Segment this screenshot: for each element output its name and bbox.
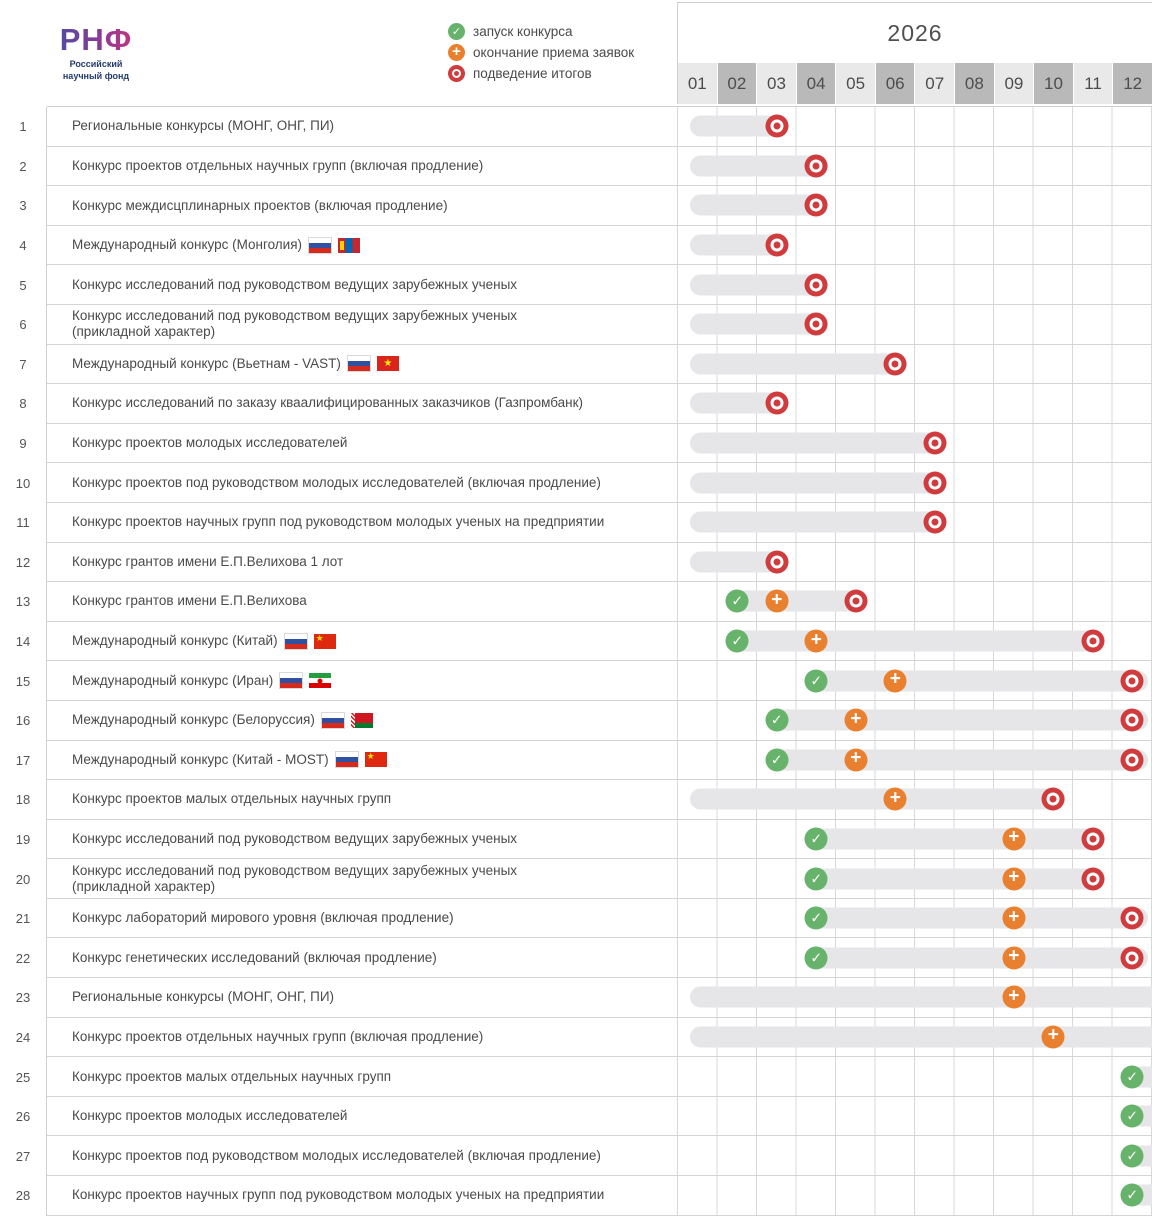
row-title [47, 424, 677, 464]
competition-name-line1: Конкурс проектов отдельных научных групп (включая продление) [72, 157, 484, 173]
row-timeline [677, 503, 1152, 543]
row-timeline [677, 345, 1152, 385]
row-title [47, 147, 677, 187]
row-timeline [677, 1057, 1152, 1097]
competition-name-line1: Международный конкурс (Вьетнам - VAST) [72, 355, 341, 371]
competition-name-line1: Конкурс проектов отдельных научных групп (включая продление) [72, 1028, 484, 1044]
results-marker [805, 194, 828, 217]
month-label-04: 04 [797, 63, 836, 104]
row-number: 15 [0, 661, 47, 701]
table-row [0, 859, 1152, 899]
legend-item-deadline [448, 44, 634, 61]
row-number: 6 [0, 305, 47, 345]
competition-name [72, 395, 583, 411]
table-row [0, 186, 1152, 226]
row-number: 9 [0, 424, 47, 464]
row-timeline [677, 582, 1152, 622]
competition-name [72, 198, 448, 214]
table-row [0, 1136, 1152, 1176]
deadline-marker [884, 788, 907, 811]
row-number: 22 [0, 938, 47, 978]
table-row [0, 1176, 1152, 1216]
month-label-06: 06 [876, 63, 915, 104]
competition-name-line1: Конкурс исследований под руководством ведущих зарубежных ученых [72, 276, 518, 292]
row-timeline [677, 1136, 1152, 1176]
competition-name-line1: Конкурс исследований под руководством ведущих зарубежных ученых [72, 831, 518, 847]
row-timeline [677, 1176, 1152, 1216]
launch-marker [1121, 1065, 1144, 1088]
rnf-logo-subtitle-line2: научный фонд [62, 70, 130, 81]
competition-name-line1: Международный конкурс (Иран) [72, 672, 274, 688]
results-marker [1081, 867, 1104, 890]
row-title [47, 582, 677, 622]
competition-name-line1: Конкурс проектов молодых исследователей [72, 435, 348, 451]
timeline-bar [767, 749, 1148, 770]
competition-name-line1: Международный конкурс (Китай) [72, 633, 278, 649]
launch-icon [448, 23, 465, 40]
month-label-05: 05 [836, 63, 875, 104]
competition-name-line1: Конкурс проектов малых отдельных научных групп [72, 791, 392, 807]
flag-ru-icon [336, 752, 358, 767]
results-marker [884, 352, 907, 375]
launch-marker [805, 669, 828, 692]
launch-marker [805, 867, 828, 890]
row-number: 17 [0, 741, 47, 781]
row-title [47, 978, 677, 1018]
competition-name [72, 435, 347, 451]
row-number: 2 [0, 147, 47, 187]
row-timeline [677, 424, 1152, 464]
row-title [47, 1097, 677, 1137]
table-row [0, 820, 1152, 860]
row-timeline [677, 384, 1152, 424]
deadline-marker [1002, 946, 1025, 969]
row-title [47, 463, 677, 503]
table-row [0, 741, 1152, 781]
competition-name [72, 1187, 604, 1203]
competition-name [72, 554, 343, 570]
competition-name-line1: Конкурс грантов имени Е.П.Велихова [72, 593, 307, 609]
row-timeline [677, 1097, 1152, 1137]
row-title [47, 899, 677, 939]
row-timeline [677, 780, 1152, 820]
row-number: 18 [0, 780, 47, 820]
row-title [47, 661, 677, 701]
row-number: 19 [0, 820, 47, 860]
row-number: 25 [0, 1057, 47, 1097]
row-timeline [677, 1018, 1152, 1058]
timeline-bar [690, 433, 946, 454]
results-marker [765, 550, 788, 573]
deadline-marker [1002, 827, 1025, 850]
row-timeline [677, 978, 1152, 1018]
row-timeline [677, 859, 1152, 899]
competition-name [72, 712, 315, 728]
competition-name [72, 633, 278, 649]
row-number: 10 [0, 463, 47, 503]
row-title [47, 820, 677, 860]
competition-name-line1: Конкурс грантов имени Е.П.Велихова 1 лот [72, 553, 344, 569]
row-number: 8 [0, 384, 47, 424]
launch-marker [805, 827, 828, 850]
row-timeline [677, 147, 1152, 187]
launch-marker [1121, 1184, 1144, 1207]
rnf-logo-subtitle [38, 59, 154, 82]
legend-label: подведение итогов [473, 66, 592, 81]
row-number: 21 [0, 899, 47, 939]
flag-mn-icon [338, 238, 360, 253]
row-number: 7 [0, 345, 47, 385]
month-label-02: 02 [718, 63, 757, 104]
results-marker [1081, 827, 1104, 850]
results-marker [805, 313, 828, 336]
row-title [47, 622, 677, 662]
deadline-marker [1002, 986, 1025, 1009]
competition-name-line2: (прикладной характер) [72, 324, 216, 340]
month-label-09: 09 [995, 63, 1034, 104]
row-title [47, 780, 677, 820]
month-label-08: 08 [955, 63, 994, 104]
table-row [0, 543, 1152, 583]
launch-marker [726, 590, 749, 613]
competition-name-line1: Конкурс исследований под руководством ведущих зарубежных ученых [72, 862, 518, 878]
competition-name [72, 514, 604, 530]
timeline-bar [806, 868, 1104, 889]
row-timeline [677, 741, 1152, 781]
competition-name [72, 910, 454, 926]
flag-by-icon [351, 713, 373, 728]
competition-name-line1: Международный конкурс (Монголия) [72, 237, 303, 253]
launch-marker [805, 907, 828, 930]
row-timeline [677, 463, 1152, 503]
flag-ru-icon [309, 238, 331, 253]
month-label-11: 11 [1074, 63, 1113, 104]
row-timeline [677, 820, 1152, 860]
row-timeline [677, 265, 1152, 305]
row-number: 23 [0, 978, 47, 1018]
row-timeline [677, 186, 1152, 226]
row-title [47, 1136, 677, 1176]
competition-name [72, 158, 483, 174]
row-title [47, 938, 677, 978]
competition-name [72, 989, 334, 1005]
competition-name [72, 475, 601, 491]
deadline-marker [884, 669, 907, 692]
flag-ir-icon [309, 673, 331, 688]
competition-name [72, 118, 334, 134]
launch-marker [765, 748, 788, 771]
row-number: 14 [0, 622, 47, 662]
competition-name-line1: Конкурс генетических исследований (включая продление) [72, 949, 437, 965]
row-title [47, 503, 677, 543]
table-row [0, 384, 1152, 424]
flag-cn-icon [365, 752, 387, 767]
row-timeline [677, 226, 1152, 266]
legend-label: запуск конкурса [473, 24, 573, 39]
row-timeline [677, 305, 1152, 345]
row-number: 16 [0, 701, 47, 741]
table-row [0, 1097, 1152, 1137]
competition-name [72, 1148, 601, 1164]
results-marker [923, 432, 946, 455]
year-label: 2026 [887, 19, 943, 46]
row-title [47, 186, 677, 226]
table-row [0, 226, 1152, 266]
results-marker [765, 115, 788, 138]
competition-name [72, 863, 517, 895]
results-marker [805, 154, 828, 177]
competition-name [72, 1108, 347, 1124]
table-row [0, 780, 1152, 820]
timeline-bar [690, 353, 907, 374]
row-title [47, 384, 677, 424]
results-marker [1121, 748, 1144, 771]
month-label-12: 12 [1113, 63, 1152, 104]
row-title [47, 1018, 677, 1058]
month-label-07: 07 [915, 63, 954, 104]
flag-ru-icon [280, 673, 302, 688]
timeline-bar [806, 947, 1148, 968]
competition-name-line1: Конкурс проектов молодых исследователей [72, 1108, 348, 1124]
table-row [0, 582, 1152, 622]
row-timeline [677, 661, 1152, 701]
legend [448, 23, 634, 82]
table-row [0, 424, 1152, 464]
row-number: 24 [0, 1018, 47, 1058]
row-number: 3 [0, 186, 47, 226]
rnf-logo [38, 24, 154, 82]
results-marker [844, 590, 867, 613]
competition-name-line1: Конкурс проектов под руководством молодых исследователей (включая продление) [72, 474, 601, 490]
deadline-marker [1042, 1025, 1065, 1048]
month-header-row [678, 63, 1152, 104]
row-title [47, 741, 677, 781]
row-timeline [677, 107, 1152, 147]
results-marker [1042, 788, 1065, 811]
results-marker [765, 392, 788, 415]
competition-name-line1: Международный конкурс (Китай - MOST) [72, 751, 329, 767]
row-title [47, 859, 677, 899]
table-row [0, 899, 1152, 939]
flag-vn-icon [377, 356, 399, 371]
results-marker [1121, 669, 1144, 692]
row-number: 11 [0, 503, 47, 543]
competition-name-line1: Конкурс исследований под руководством ведущих зарубежных ученых [72, 308, 518, 324]
deadline-marker [844, 709, 867, 732]
timeline-bar [690, 789, 1065, 810]
row-title [47, 345, 677, 385]
deadline-marker [805, 630, 828, 653]
table-row [0, 701, 1152, 741]
rnf-logo-subtitle-line1: Российский [69, 59, 123, 69]
competition-name [72, 831, 517, 847]
timeline-bar [690, 512, 946, 533]
row-title [47, 1176, 677, 1216]
results-icon [448, 65, 465, 82]
deadline-marker [1002, 907, 1025, 930]
deadline-icon [448, 44, 465, 61]
row-timeline [677, 938, 1152, 978]
competition-name [72, 277, 517, 293]
results-marker [1121, 907, 1144, 930]
row-title [47, 701, 677, 741]
competition-name [72, 752, 329, 768]
competition-name [72, 356, 341, 372]
competition-name [72, 308, 517, 340]
timeline-bar [690, 1026, 1152, 1047]
row-number: 28 [0, 1176, 47, 1216]
table-row [0, 305, 1152, 345]
results-marker [923, 471, 946, 494]
flag-ru-icon [348, 356, 370, 371]
competition-name-line1: Региональные конкурсы (МОНГ, ОНГ, ПИ) [72, 989, 335, 1005]
row-timeline [677, 701, 1152, 741]
results-marker [1121, 946, 1144, 969]
competition-name [72, 673, 273, 689]
row-number: 4 [0, 226, 47, 266]
timeline-header [677, 2, 1152, 104]
timeline-bar [806, 828, 1104, 849]
results-marker [765, 234, 788, 257]
legend-item-launch [448, 23, 634, 40]
results-marker [1081, 630, 1104, 653]
table-row [0, 1018, 1152, 1058]
launch-marker [1121, 1105, 1144, 1128]
row-title [47, 305, 677, 345]
competition-name-line1: Конкурс междисцплинарных проектов (включая продление) [72, 197, 448, 213]
competition-name-line1: Конкурс проектов малых отдельных научных групп [72, 1068, 392, 1084]
results-marker [1121, 709, 1144, 732]
deadline-marker [765, 590, 788, 613]
row-title [47, 1057, 677, 1097]
timeline-bar [806, 670, 1148, 691]
launch-marker [805, 946, 828, 969]
row-title [47, 543, 677, 583]
deadline-marker [1002, 867, 1025, 890]
table-row [0, 622, 1152, 662]
table-row [0, 147, 1152, 187]
table-row [0, 463, 1152, 503]
row-title [47, 226, 677, 266]
month-label-01: 01 [678, 63, 717, 104]
competition-name [72, 791, 391, 807]
timeline-bar [727, 631, 1104, 652]
flag-ru-icon [285, 634, 307, 649]
competition-name [72, 950, 437, 966]
timeline-bar [690, 472, 946, 493]
table-row [0, 265, 1152, 305]
table-row [0, 345, 1152, 385]
competition-name-line1: Региональные конкурсы (МОНГ, ОНГ, ПИ) [72, 118, 335, 134]
table-row [0, 107, 1152, 147]
launch-marker [765, 709, 788, 732]
table-row [0, 978, 1152, 1018]
results-marker [923, 511, 946, 534]
timeline-bar [806, 908, 1148, 929]
row-number: 26 [0, 1097, 47, 1137]
legend-item-results [448, 65, 634, 82]
month-label-10: 10 [1034, 63, 1073, 104]
timeline-bar [767, 710, 1148, 731]
row-timeline [677, 622, 1152, 662]
competition-name [72, 237, 302, 253]
competition-name [72, 1069, 391, 1085]
competition-name-line1: Конкурс лабораторий мирового уровня (включая продление) [72, 910, 454, 926]
competition-name-line1: Конкурс проектов научных групп под руководством молодых ученых на предприятии [72, 1187, 605, 1203]
row-number: 20 [0, 859, 47, 899]
month-label-03: 03 [757, 63, 796, 104]
row-number: 5 [0, 265, 47, 305]
table-row [0, 1057, 1152, 1097]
results-marker [805, 273, 828, 296]
row-number: 12 [0, 543, 47, 583]
timeline-bar [690, 987, 1152, 1008]
competition-name-line1: Конкурс проектов под руководством молодых исследователей (включая продление) [72, 1147, 601, 1163]
row-title [47, 107, 677, 147]
competition-name [72, 593, 307, 609]
schedule-table [0, 107, 1152, 1216]
launch-marker [726, 630, 749, 653]
competition-name-line1: Международный конкурс (Белоруссия) [72, 712, 315, 728]
competition-name [72, 1029, 483, 1045]
competition-name-line1: Конкурс проектов научных групп под руководством молодых ученых на предприятии [72, 514, 605, 530]
row-number: 1 [0, 107, 47, 147]
rnf-logo-abbr: РНФ [38, 24, 154, 55]
row-number: 27 [0, 1136, 47, 1176]
table-row [0, 938, 1152, 978]
table-row [0, 503, 1152, 543]
flag-ru-icon [322, 713, 344, 728]
flag-cn-icon [314, 634, 336, 649]
deadline-marker [844, 748, 867, 771]
competition-name-line1: Конкурс исследований по заказу кваалифицированных заказчиков (Газпромбанк) [72, 395, 584, 411]
row-title [47, 265, 677, 305]
legend-label: окончание приема заявок [473, 45, 635, 60]
row-timeline [677, 543, 1152, 583]
launch-marker [1121, 1144, 1144, 1167]
row-timeline [677, 899, 1152, 939]
table-row [0, 661, 1152, 701]
competition-name-line2: (прикладной характер) [72, 878, 216, 894]
row-number: 13 [0, 582, 47, 622]
